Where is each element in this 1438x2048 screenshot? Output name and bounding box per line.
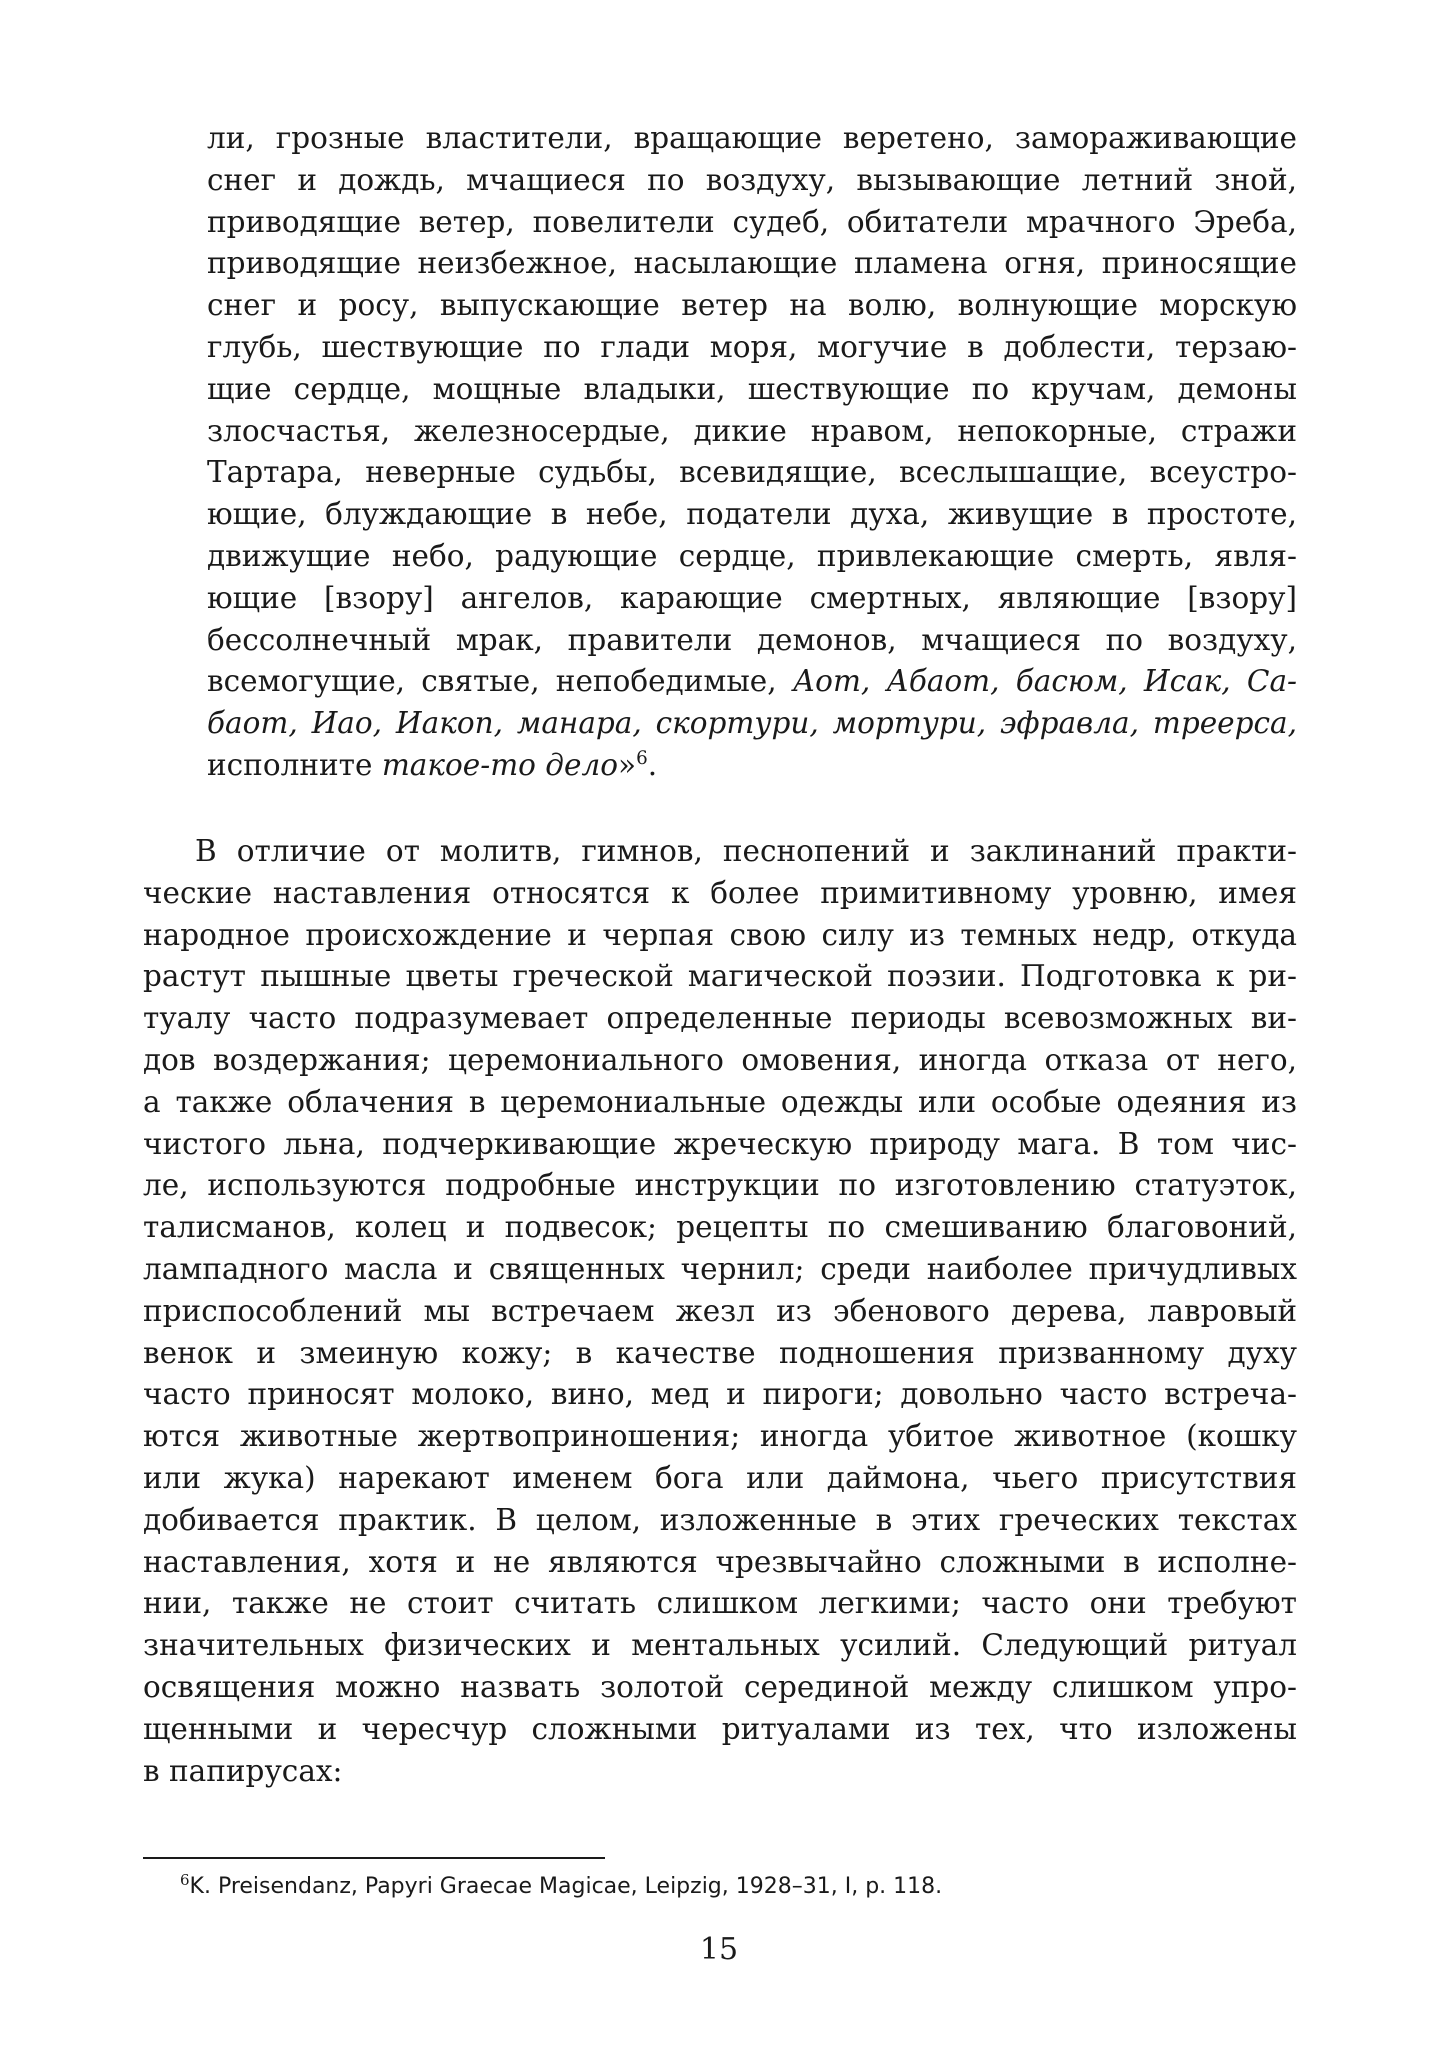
paragraph-line: туалу часто подразумевает определенные периоды всевозможных ви- xyxy=(143,1001,1297,1036)
quote-line: снег и дождь, мчащиеся по воздуху, вызывающие летний зной, xyxy=(207,162,1297,197)
quote-block xyxy=(207,118,1297,787)
quote-line: ющие, блуждающие в небе, податели духа, живущие в простоте, xyxy=(207,497,1297,532)
footnote-reference[interactable]: 6 xyxy=(636,747,648,769)
paragraph-line: приспособлений мы встречаем жезл из эбенового дерева, лавровый xyxy=(143,1293,1297,1328)
footnote-number: 6 xyxy=(180,1870,190,1889)
paragraph-line: щенными и чересчур сложными ритуалами из тех, что изложены xyxy=(143,1711,1297,1746)
quote-line: приводящие ветер, повелители судеб, обитатели мрачного Эреба, xyxy=(207,204,1297,239)
paragraph-line: лампадного масла и священных чернил; среди наиболее причудливых xyxy=(143,1251,1297,1286)
paragraph-line: народное происхождение и черпая свою силу из темных недр, откуда xyxy=(143,917,1297,952)
quote-line: злосчастья, железносердые, дикие нравом, непокорные, стражи xyxy=(207,413,1297,448)
page-number: 15 xyxy=(699,1932,739,1967)
quote-plain-text: всемогущие, святые, непобедимые, xyxy=(207,664,793,699)
paragraph-line: добивается практик. В целом, изложенные в этих греческих текстах xyxy=(143,1502,1297,1537)
footnote-separator-rule xyxy=(143,1857,605,1859)
paragraph-line: ются животные жертвоприношения; иногда убитое животное (кошку xyxy=(143,1419,1297,1454)
paragraph-line: в папирусах: xyxy=(143,1753,343,1788)
main-paragraph xyxy=(143,831,1297,1792)
quote-line: щие сердце, мощные владыки, шествующие по кручам, демоны xyxy=(207,371,1297,406)
italic-phrase: такое-то дело xyxy=(381,747,619,782)
quote-line: снег и росу, выпускающие ветер на волю, волнующие морскую xyxy=(207,288,1297,323)
quote-line: глубь, шествующие по глади моря, могучие в доблести, терзаю- xyxy=(207,329,1297,364)
paragraph-line: ческие наставления относятся к более примитивному уровню, имея xyxy=(143,875,1297,910)
quote-line: приводящие неизбежное, насылающие пламена огня, приносящие xyxy=(207,246,1297,281)
paragraph-line: освящения можно назвать золотой серединой между слишком упро- xyxy=(143,1669,1297,1704)
paragraph-line: наставления, хотя и не являются чрезвычайно сложными в исполне- xyxy=(143,1544,1297,1579)
quote-line: движущие небо, радующие сердце, привлекающие смерть, явля- xyxy=(207,538,1297,573)
paragraph-line: талисманов, колец и подвесок; рецепты по смешиванию благовоний, xyxy=(143,1210,1297,1245)
paragraph-line: или жука) нарекают именем бога или даймона, чьего присутствия xyxy=(143,1460,1297,1495)
paragraph-line: В отличие от молитв, гимнов, песнопений и заклинаний практи- xyxy=(195,834,1297,868)
paragraph-line: а также облачения в церемониальные одежды или особые одеяния из xyxy=(143,1084,1297,1119)
quote-line-mixed xyxy=(207,661,1297,703)
closing-quote-mark: » xyxy=(618,747,637,782)
footnote xyxy=(180,1872,1280,1902)
footnote-text: K. Preisendanz, Papyri Graecae Magicae, Leipzig, 1928–31, I, p. 118. xyxy=(189,1874,943,1899)
paragraph-line: нии, также не стоит считать слишком легкими; часто они требуют xyxy=(143,1586,1297,1621)
final-period: . xyxy=(647,747,658,782)
quote-line: бессолнечный мрак, правители демонов, мчащиеся по воздуху, xyxy=(207,622,1297,657)
paragraph-line: ле, используются подробные инструкции по изготовлению статуэток, xyxy=(143,1168,1297,1203)
paragraph-line: часто приносят молоко, вино, мед и пироги; довольно часто встреча- xyxy=(143,1377,1297,1412)
magical-names-italic: Аот, Абаот, басюм, Исак, Са- xyxy=(792,664,1297,699)
quote-line: Тартара, неверные судьбы, всевидящие, всеслышащие, всеустро- xyxy=(207,455,1297,490)
paragraph-line: растут пышные цветы греческой магической поэзии. Подготовка к ри- xyxy=(143,959,1297,994)
paragraph-line: чистого льна, подчеркивающие жреческую природу мага. В том чис- xyxy=(143,1126,1297,1161)
paragraph-line: дов воздержания; церемониального омовения, иногда отказа от него, xyxy=(143,1042,1297,1077)
quote-line-italic xyxy=(207,703,1297,745)
magical-names-italic: баот, Иао, Иакоп, манара, скортури, мортури, эфравла, треерса, xyxy=(207,706,1297,741)
paragraph-line: значительных физических и ментальных усилий. Следующий ритуал xyxy=(143,1628,1297,1663)
quote-line-final xyxy=(207,745,1297,787)
quote-plain-text: исполните xyxy=(207,747,382,782)
paragraph-line: венок и змеиную кожу; в качестве подношения призванному духу xyxy=(143,1335,1297,1370)
quote-line: ющие [взору] ангелов, карающие смертных, являющие [взору] xyxy=(207,580,1297,615)
quote-line: ли, грозные властители, вращающие веретено, замораживающие xyxy=(207,121,1297,155)
